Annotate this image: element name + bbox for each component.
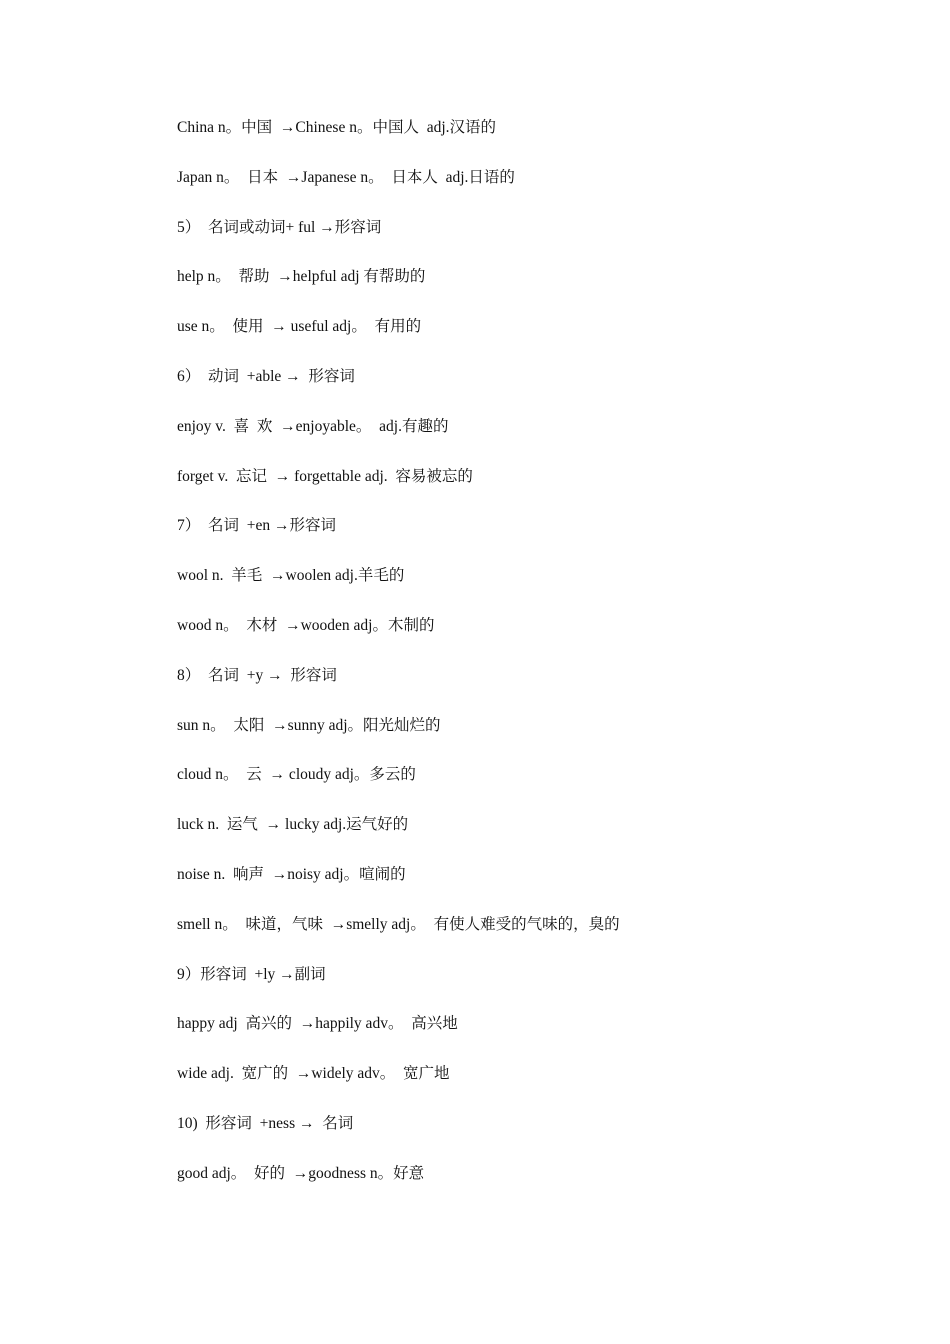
text-line: forget v. 忘记 → forgettable adj. 容易被忘的 [177,467,473,485]
text-line: enjoy v. 喜 欢 →enjoyable。 adj.有趣的 [177,417,449,435]
text-line: Japan n。 日本 →Japanese n。 日本人 adj.日语的 [177,168,515,186]
section-heading: 7） 名词 +en →形容词 [177,517,336,535]
section-heading: 5） 名词或动词+ ful →形容词 [177,218,382,236]
text-line: use n。 使用 → useful adj。 有用的 [177,318,422,336]
text-line: smell n。 味道，气味 →smelly adj。 有使人难受的气味的，臭的 [177,915,620,933]
word-formation-list [177,116,620,1212]
text-line: luck n. 运气 → lucky adj.运气好的 [177,816,409,834]
text-line: China n。中国 →Chinese n。中国人 adj.汉语的 [177,119,497,136]
text-line: cloud n。 云 → cloudy adj。多云的 [177,766,416,784]
text-line: sun n。 太阳 →sunny adj。阳光灿烂的 [177,716,441,734]
text-line: wool n. 羊毛 →woolen adj.羊毛的 [177,567,405,585]
text-line: wide adj. 宽广的 →widely adv。 宽广地 [177,1065,450,1083]
section-heading: 10) 形容词 +ness → 名词 [177,1114,354,1132]
text-line: wood n。 木材 →wooden adj。木制的 [177,616,435,634]
text-line: happy adj 高兴的 →happily adv。 高兴地 [177,1015,458,1033]
text-line: good adj。 好的 →goodness n。好意 [177,1164,425,1182]
section-heading: 6） 动词 +able → 形容词 [177,367,355,385]
section-heading: 8） 名词 +y → 形容词 [177,666,337,684]
text-line: noise n. 响声 →noisy adj。喧闹的 [177,865,406,883]
text-line: help n。 帮助 →helpful adj 有帮助的 [177,268,426,286]
section-heading: 9）形容词 +ly →副词 [177,965,326,983]
